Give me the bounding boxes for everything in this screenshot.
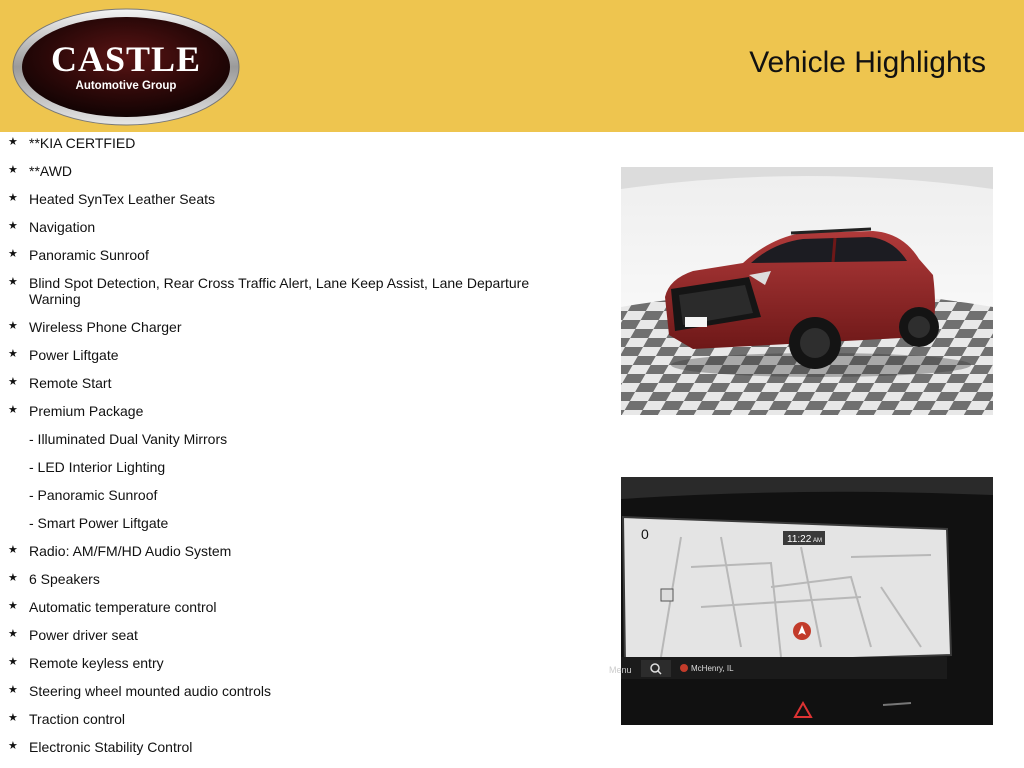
star-bullet-icon: ★ xyxy=(8,404,18,416)
feature-text: **AWD xyxy=(29,163,73,179)
star-bullet-icon: ★ xyxy=(8,600,18,612)
star-bullet-icon: ★ xyxy=(8,684,18,696)
feature-item xyxy=(0,627,560,643)
star-bullet-icon: ★ xyxy=(8,712,18,724)
feature-text: **KIA CERTFIED xyxy=(29,135,136,151)
header-banner xyxy=(0,0,1024,132)
vehicle-exterior-photo xyxy=(621,167,993,415)
feature-item xyxy=(0,543,560,559)
feature-item xyxy=(0,163,560,179)
star-bullet-icon: ★ xyxy=(8,544,18,556)
navigation-screen-photo xyxy=(609,477,993,725)
feature-item xyxy=(0,135,560,151)
star-bullet-icon: ★ xyxy=(8,164,18,176)
castle-logo xyxy=(12,8,240,126)
star-bullet-icon: ★ xyxy=(8,192,18,204)
star-bullet-icon: ★ xyxy=(8,656,18,668)
feature-text: Radio: AM/FM/HD Audio System xyxy=(29,543,232,559)
feature-item xyxy=(0,247,560,263)
nav-clock: 11:22 xyxy=(787,534,812,545)
feature-item xyxy=(0,347,560,363)
feature-text: Electronic Stability Control xyxy=(29,739,193,755)
feature-text: Traction control xyxy=(29,711,125,727)
feature-text: - Panoramic Sunroof xyxy=(29,487,158,503)
feature-text: Power driver seat xyxy=(29,627,138,643)
feature-item xyxy=(0,571,560,587)
feature-item xyxy=(0,319,560,335)
feature-text: Power Liftgate xyxy=(29,347,119,363)
feature-subitem xyxy=(0,459,560,475)
feature-list xyxy=(0,135,560,767)
feature-text: - Illuminated Dual Vanity Mirrors xyxy=(29,431,228,447)
feature-item xyxy=(0,739,560,755)
star-bullet-icon: ★ xyxy=(8,376,18,388)
feature-item xyxy=(0,655,560,671)
star-bullet-icon: ★ xyxy=(8,628,18,640)
feature-text: Steering wheel mounted audio controls xyxy=(29,683,272,699)
star-bullet-icon: ★ xyxy=(8,348,18,360)
feature-item xyxy=(0,599,560,615)
feature-text: Automatic temperature control xyxy=(29,599,217,615)
nav-location: McHenry, IL xyxy=(691,664,734,673)
feature-item xyxy=(0,191,560,207)
feature-item xyxy=(0,375,560,391)
nav-speed: 0 xyxy=(641,526,649,542)
feature-text: Premium Package xyxy=(29,403,144,419)
feature-subitem xyxy=(0,487,560,503)
feature-text: Remote Start xyxy=(29,375,112,391)
nav-menu-label: Menu xyxy=(609,665,632,675)
star-bullet-icon: ★ xyxy=(8,220,18,232)
feature-item xyxy=(0,275,560,307)
feature-text: - LED Interior Lighting xyxy=(29,459,166,475)
feature-subitem xyxy=(0,515,560,531)
feature-item xyxy=(0,219,560,235)
feature-item xyxy=(0,683,560,699)
star-bullet-icon: ★ xyxy=(8,572,18,584)
feature-text: - Smart Power Liftgate xyxy=(29,515,169,531)
page-title: Vehicle Highlights xyxy=(749,46,986,79)
feature-text: Remote keyless entry xyxy=(29,655,164,671)
feature-text: Wireless Phone Charger xyxy=(29,319,182,335)
logo-subtitle: Automotive Group xyxy=(75,80,177,92)
feature-text: Navigation xyxy=(29,219,96,235)
star-bullet-icon: ★ xyxy=(8,248,18,260)
star-bullet-icon: ★ xyxy=(8,136,18,148)
feature-text: Heated SynTex Leather Seats xyxy=(29,191,216,207)
feature-text: Panoramic Sunroof xyxy=(29,247,149,263)
feature-text: Blind Spot Detection, Rear Cross Traffic Alert, Lane Keep Assist, Lane Departure Warning xyxy=(29,275,530,307)
star-bullet-icon: ★ xyxy=(8,320,18,332)
feature-text: 6 Speakers xyxy=(29,571,100,587)
feature-item xyxy=(0,711,560,727)
nav-clock-suffix: AM xyxy=(813,538,822,544)
star-bullet-icon: ★ xyxy=(8,740,18,752)
logo-wordmark: CASTLE xyxy=(50,39,202,79)
feature-item xyxy=(0,403,560,419)
feature-subitem xyxy=(0,431,560,447)
star-bullet-icon: ★ xyxy=(8,276,18,288)
